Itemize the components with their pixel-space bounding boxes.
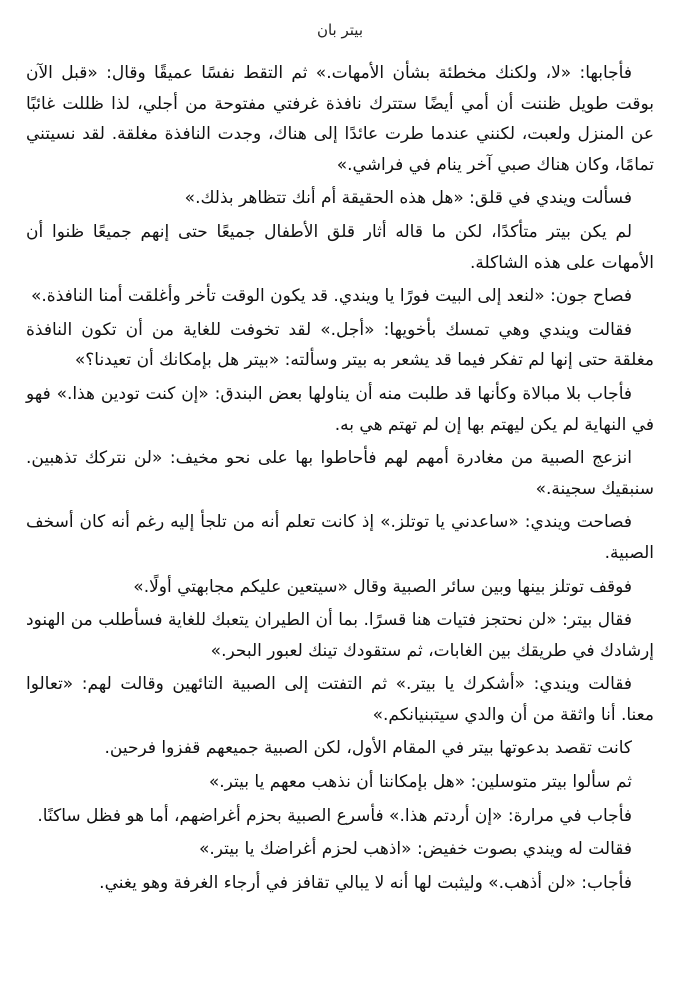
running-header-title: بيتر بان: [316, 21, 364, 39]
paragraph: كانت تقصد بدعوتها بيتر في المقام الأول، لكن الصبية جميعهم قفزوا فرحين.: [104, 738, 632, 759]
paragraph: فسألت ويندي في قلق: «هل هذه الحقيقة أم أنك تتظاهر بذلك.»: [184, 188, 632, 209]
paragraph: فوقف توتلز بينها وبين سائر الصبية وقال «سيتعين عليكم مجابهتي أولًا.»: [133, 576, 632, 597]
paragraph: فأجاب: «لن أذهب.» وليثبت لها أنه لا يبالي تقافز في أرجاء الغرفة وهو يغني.: [99, 872, 632, 893]
paragraph: فقالت له ويندي بصوت خفيض: «اذهب لحزم أغراضك يا بيتر.»: [198, 839, 632, 860]
body-text: [26, 58, 654, 898]
paragraph: فقالت ويندي: «أشكرك يا بيتر.» ثم التفتت إلى الصبية التائهين وقالت لهم: «تعالوا معنا. أنا واثقة من أن والدي سيتبنيانكم.»: [26, 674, 654, 725]
paragraph: انزعج الصبية من مغادرة أمهم لهم فأحاطوا بها على نحو مخيف: «لن نتركك تذهبين. سنبقيك سجينة.»: [26, 448, 654, 499]
paragraph: ثم سألوا بيتر متوسلين: «هل بإمكاننا أن نذهب معهم يا بيتر.»: [208, 772, 632, 793]
paragraph: فأجاب في مرارة: «إن أردتم هذا.» فأسرع الصبية بحزم أغراضهم، أما هو فظل ساكنًا.: [37, 805, 632, 826]
paragraph: فصاحت ويندي: «ساعدني يا توتلز.» إذ كانت تعلم أنه من تلجأ إليه رغم أنه كان أسخف الصبية.: [26, 512, 654, 563]
paragraph: فأجاب بلا مبالاة وكأنها قد طلبت منه أن يناولها بعض البندق: «إن كنت تودين هذا.» فهو في النهاية لم يكن ليهتم بها إن لم تهتم هي به.: [26, 383, 654, 435]
paragraph: فقالت ويندي وهي تمسك بأخويها: «أجل.» لقد تخوفت للغاية من أن تكون النافذة مغلقة حتى إنها لم تفكر فيما قد يشعر به بيتر وسألته: «بيتر هل بإمكانك أن تعيدنا؟»: [26, 319, 654, 371]
paragraph: فصاح جون: «لنعد إلى البيت فورًا يا ويندي. قد يكون الوقت تأخر وأغلقت أمنا النافذة.»: [31, 286, 632, 307]
paragraph: فقال بيتر: «لن نحتجز فتيات هنا قسرًا. بما أن الطيران يتعبك للغاية فسأطلب من الهنود إرشادك في طريقك بين الغابات، ثم ستقودك تينك لعبور البحر.»: [26, 610, 654, 661]
paragraph: لم يكن بيتر متأكدًا، لكن ما قاله أثار قلق الأطفال جميعًا حتى إنهم جميعًا ظنوا أن الأمهات على هذه الشاكلة.: [26, 221, 654, 273]
paragraph: فأجابها: «لا، ولكنك مخطئة بشأن الأمهات.» ثم التقط نفسًا عميقًا وقال: «قبل الآن بوقت طويل ظننت أن أمي أيضًا ستترك نافذة غرفتي مفتوحة من أجلي، لذا ظللت غائبًا عن المنزل ولعبت، لكنني عندما طرت عائدًا إلى هناك، وجدت النافذة مغلقة. لقد نسيتني تمامًا، وكان هناك صبي آخر ينام في فراشي.»: [26, 63, 654, 175]
